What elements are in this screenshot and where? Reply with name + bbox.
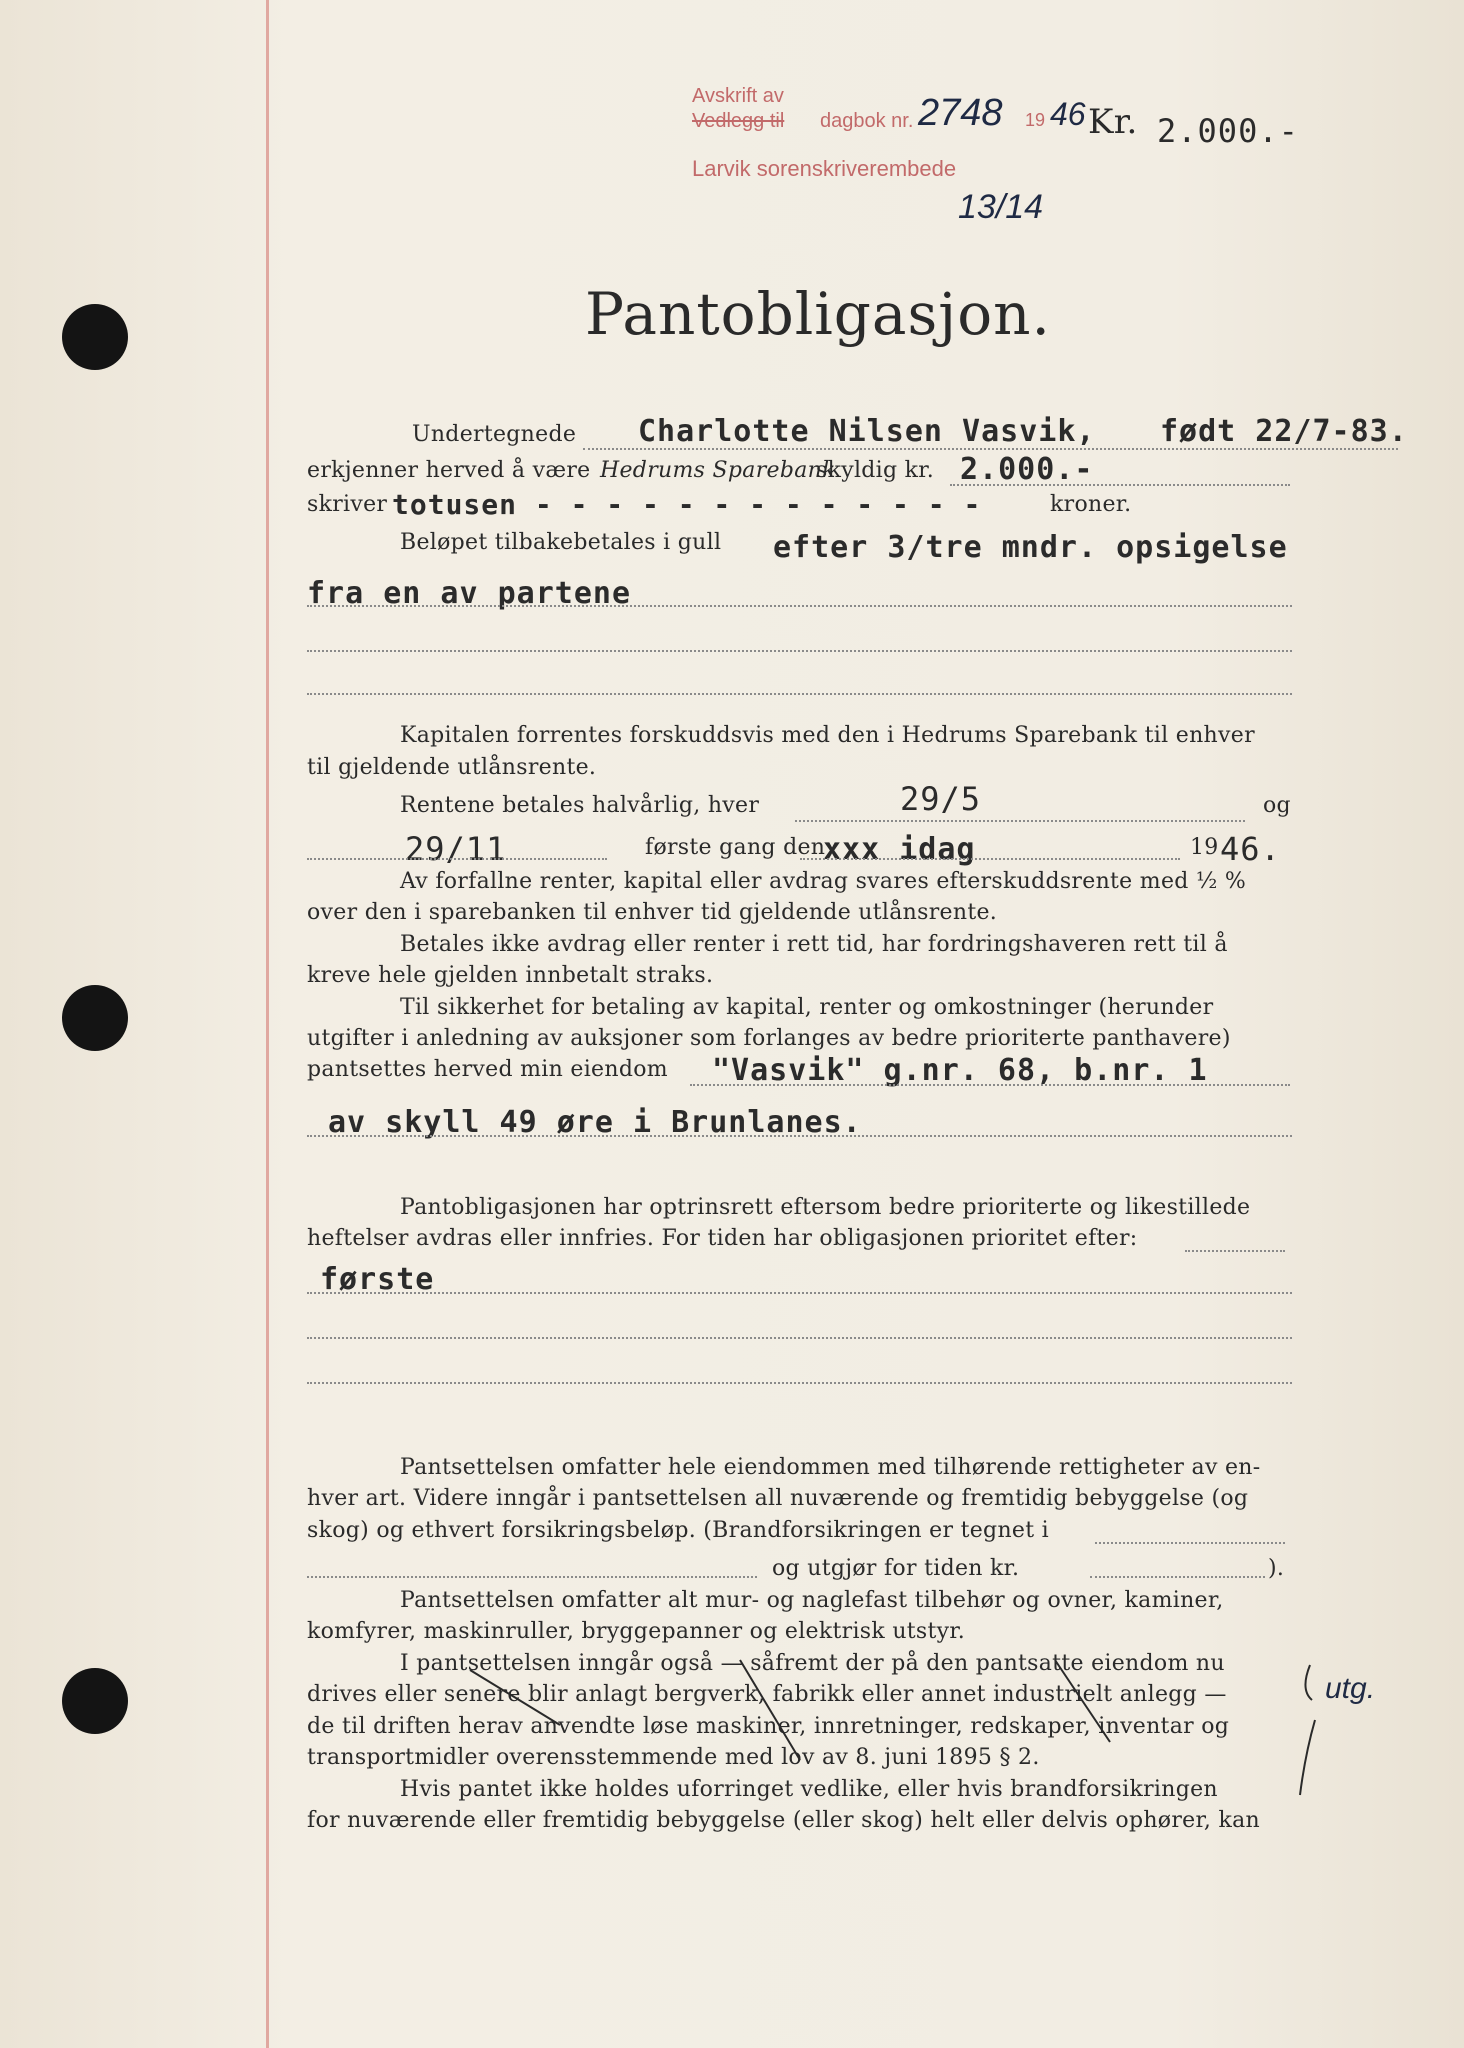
year-prefix-2: 19 xyxy=(1190,835,1219,860)
repay-terms-1: efter 3/tre mndr. opsigelse xyxy=(773,530,1288,565)
debt-amount: 2.000.- xyxy=(960,452,1094,487)
label-erkjenner: erkjenner herved å være xyxy=(307,458,591,483)
margin-mark: utg. xyxy=(1325,1672,1376,1705)
hvis-line-2: for nuværende eller fremtidig bebyggelse (eller skog) helt eller delvis ophører, kan xyxy=(307,1808,1260,1833)
inngar-line-4: transportmidler overensstemmende med lov av 8. juni 1895 § 2. xyxy=(307,1745,1040,1770)
stamp-office: Larvik sorenskriverembede xyxy=(692,156,957,181)
inngar-line-2: drives eller senere blir anlagt bergverk, fabrikk eller annet industrielt anlegg — xyxy=(307,1682,1227,1707)
omfatter-line-3: skog) og ethvert forsikringsbeløp. (Brandforsikringen er tegnet i xyxy=(307,1518,1049,1543)
omfatter-line-2: hver art. Videre inngår i pantsettelsen all nuværende og fremtidig bebyggelse (og xyxy=(307,1486,1249,1511)
renter-line-2: over den i sparebanken til enhver tid gjeldende utlånsrente. xyxy=(307,900,998,925)
property-description: "Vasvik" g.nr. 68, b.nr. 1 xyxy=(712,1053,1208,1088)
debtor-name: Charlotte Nilsen Vasvik, xyxy=(638,414,1096,449)
year-prefix: 19 xyxy=(1025,110,1046,130)
inngar-line-1: I pantsettelsen inngår også — såfremt der på den pantsatte eiendom nu xyxy=(400,1651,1225,1676)
label-og: og xyxy=(1263,793,1291,818)
optrinsrett-line-2: heftelser avdras eller innfries. For tiden har obligasjonen prioritet efter: xyxy=(307,1226,1138,1251)
label-kroner: kroner. xyxy=(1050,492,1132,517)
label-pantsettes: pantsettes herved min eiendom xyxy=(307,1057,668,1082)
amount-words: totusen - - - - - - - - - - - - - xyxy=(392,488,982,521)
betales-line-2: kreve hele gjelden innbetalt straks. xyxy=(307,963,714,988)
sikkerhet-line-1: Til sikkerhet for betaling av kapital, renter og omkostninger (herunder xyxy=(400,995,1214,1020)
optrinsrett-line-1: Pantobligasjonen har optrinsrett eftersom bedre prioriterte og likestillede xyxy=(400,1195,1251,1220)
interest-date-2: 29/11 xyxy=(405,830,507,868)
debtor-birth: født 22/7-83. xyxy=(1160,414,1408,449)
stamp-dagbok: dagbok nr. xyxy=(820,110,914,132)
interest-date-1: 29/5 xyxy=(900,780,982,818)
dagbok-number: 2748 xyxy=(918,92,1003,134)
label-skriver: skriver xyxy=(307,492,388,517)
bank-name: Hedrums Sparebank xyxy=(600,458,836,483)
priority-value: første xyxy=(320,1262,435,1297)
repay-terms-2: fra en av partene xyxy=(307,576,632,611)
year-suffix: 46 xyxy=(1050,96,1086,132)
label-undertegnede: Undertegnede xyxy=(412,422,577,447)
stamp-line-1: Avskrift av xyxy=(692,85,784,107)
betales-line-1: Betales ikke avdrag eller renter i rett tid, har fordringshaveren rett til å xyxy=(400,932,1228,957)
sikkerhet-line-2: utgifter i anledning av auksjoner som forlanges av bedre prioriterte panthavere) xyxy=(307,1026,1231,1051)
omfatter-line-4: og utgjør for tiden kr. xyxy=(772,1556,1020,1581)
omfatter-line-1: Pantsettelsen omfatter hele eiendommen med tilhørende rettigheter av en- xyxy=(400,1455,1261,1480)
kapital-line-2: til gjeldende utlånsrente. xyxy=(307,755,597,780)
amount-value: 2.000.- xyxy=(1157,112,1299,150)
mur-line-1: Pantsettelsen omfatter alt mur- og naglefast tilbehør og ovner, kaminer, xyxy=(400,1588,1224,1613)
first-payment-year: 46. xyxy=(1220,830,1281,868)
label-skyldig: skyldig kr. xyxy=(816,458,935,483)
document-title: Pantobligasjon. xyxy=(585,280,1051,348)
first-payment: xxx idag xyxy=(823,832,976,867)
label-belopet: Beløpet tilbakebetales i gull xyxy=(400,530,722,555)
omfatter-line-4-end: ). xyxy=(1268,1556,1285,1581)
kapital-line-1: Kapitalen forrentes forskuddsvis med den i Hedrums Sparebank til enhver xyxy=(400,723,1255,748)
hvis-line-1: Hvis pantet ikke holdes uforringet vedlike, eller hvis brandforsikringen xyxy=(400,1777,1218,1802)
stamp-line-2: Vedlegg til xyxy=(692,110,785,132)
inngar-line-3: de til driften herav anvendte løse maskiner, innretninger, redskaper, inventar og xyxy=(307,1714,1230,1739)
label-rentene: Rentene betales halvårlig, hver xyxy=(400,793,760,818)
property-description-2: av skyll 49 øre i Brunlanes. xyxy=(328,1105,862,1140)
renter-line-1: Av forfallne renter, kapital eller avdrag svares efterskuddsrente med ½ % xyxy=(400,869,1247,894)
label-forste-gang: første gang den xyxy=(645,835,826,860)
amount-label: Kr. xyxy=(1088,102,1138,142)
mur-line-2: komfyrer, maskinruller, bryggepanner og elektrisk utstyr. xyxy=(307,1619,966,1644)
margin-note: 13/14 xyxy=(958,188,1044,226)
